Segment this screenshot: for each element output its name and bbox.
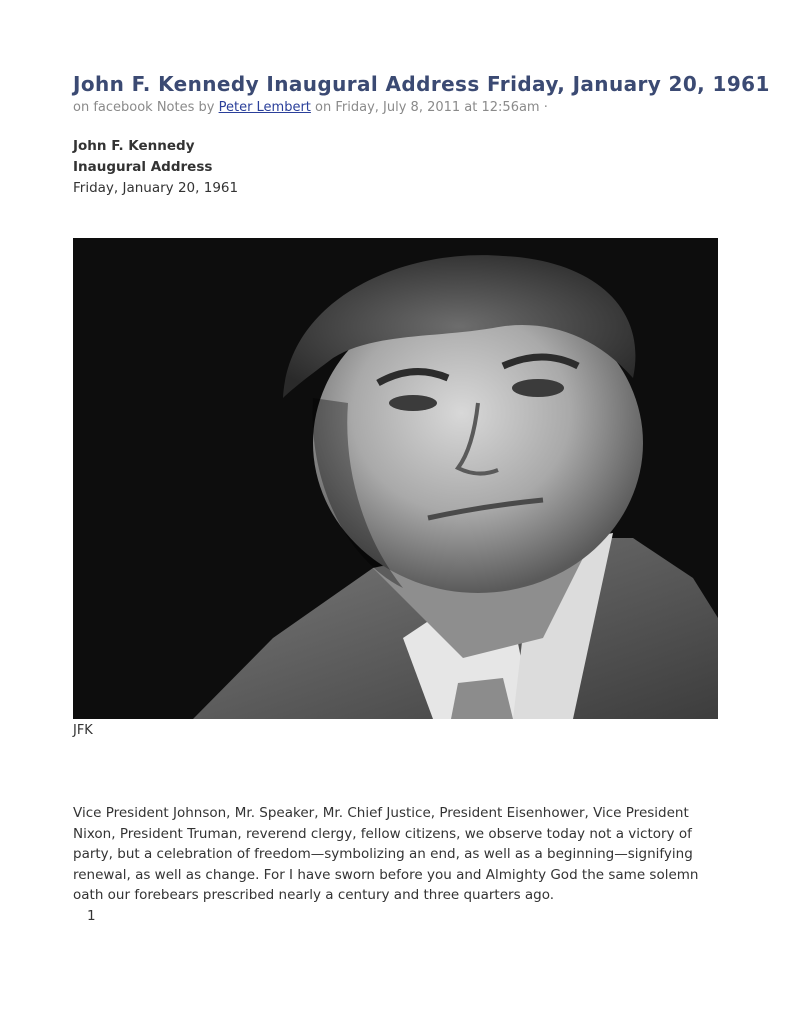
speech-header	[73, 136, 238, 199]
author-link[interactable]: Peter Lembert	[218, 100, 311, 115]
photo-caption: JFK	[73, 723, 93, 738]
event-date: Friday, January 20, 1961	[73, 180, 239, 196]
page-number: 1	[87, 908, 96, 924]
speaker-name: John F. Kennedy	[73, 138, 195, 154]
byline	[73, 100, 548, 115]
speech-paragraph: Vice President Johnson, Mr. Speaker, Mr. Chief Justice, President Eisenhower, Vice President Nixon, President Truman, reverend clergy, fellow citizens, we observe today not a victory of party, but a celebration of freedom—symbolizing an end, as well as a beginning—signifying renewal, as well as change. For I have sworn before you and Almighty God the same solemn oath our forebears prescribed nearly a century and three quarters ago.	[73, 805, 699, 904]
document-title: John F. Kennedy Inaugural Address Friday, January 20, 1961	[73, 72, 770, 96]
jfk-portrait-photo	[73, 238, 718, 719]
byline-prefix: on facebook Notes by	[73, 100, 219, 115]
event-name: Inaugural Address	[73, 159, 213, 175]
byline-suffix: on Friday, July 8, 2011 at 12:56am ·	[310, 100, 548, 115]
